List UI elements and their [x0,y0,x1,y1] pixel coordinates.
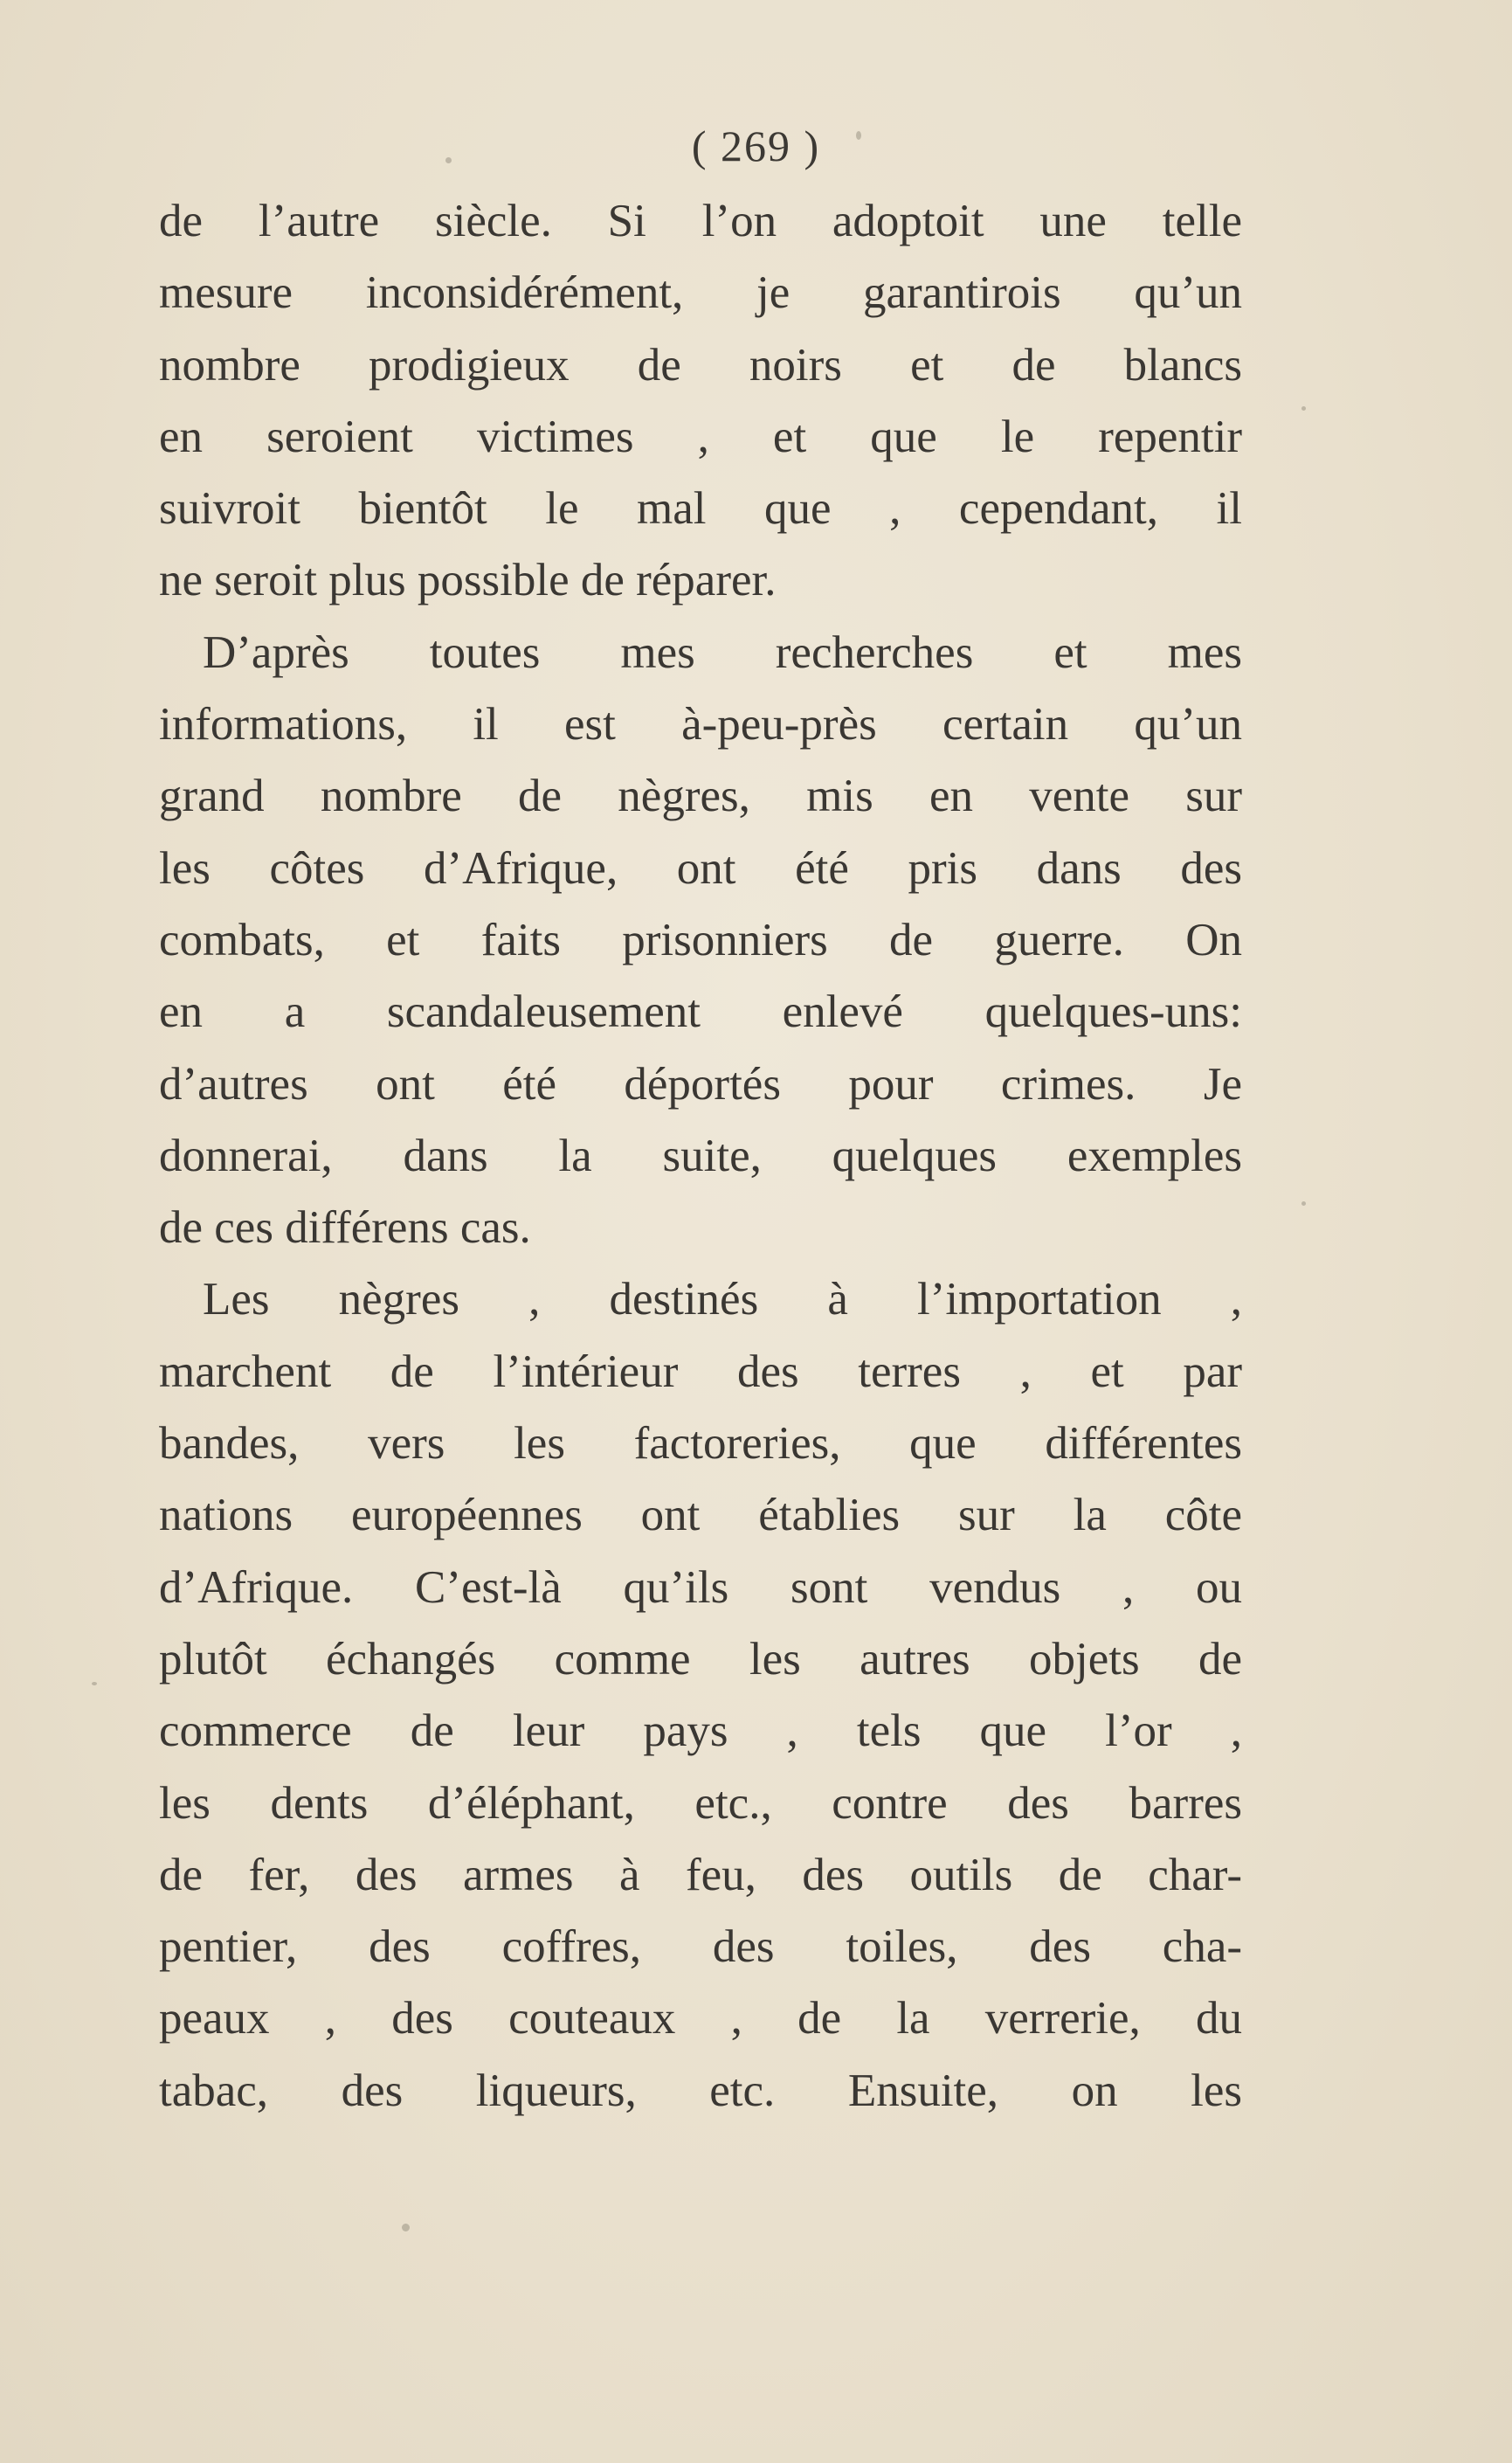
text-line: de l’autre siècle. Si l’on adoptoit une telle [159,196,1242,246]
text-line: tabac, des liqueurs, etc. Ensuite, on les [159,2065,1242,2116]
text-line: ne seroit plus possible de réparer. [159,555,777,606]
paper-speck [1301,1201,1306,1206]
text-line: de ces différens cas. [159,1202,531,1254]
text-line: Les nègres , destinés à l’importation , [203,1274,1242,1325]
paper-speck [402,2224,410,2231]
text-line: nombre prodigieux de noirs et de blancs [159,339,1242,391]
text-line: marchent de l’intérieur des terres , et par [159,1346,1242,1397]
text-line: informations, il est à-peu-près certain qu’un [159,699,1242,751]
text-line: donnerai, dans la suite, quelques exemples [159,1130,1242,1181]
text-line: les côtes d’Afrique, ont été pris dans des [159,842,1242,894]
text-line: de fer, des armes à feu, des outils de char- [159,1849,1242,1900]
text-line: d’Afrique. C’est-là qu’ils sont vendus , ou [159,1561,1242,1613]
paper-speck [1301,406,1306,411]
text-line: bandes, vers les factoreries, que différentes [159,1418,1242,1470]
text-line: les dents d’éléphant, etc., contre des barres [159,1777,1242,1829]
text-line: commerce de leur pays , tels que l’or , [159,1705,1242,1757]
text-line: suivroit bientôt le mal que , cependant, il [159,483,1242,535]
page-number: ( 269 ) [691,121,821,170]
text-line: combats, et faits prisonniers de guerre. On [159,914,1242,965]
paper-speck [856,131,861,140]
paper-speck [445,157,452,163]
text-line: en a scandaleusement enlevé quelques-uns: [159,986,1242,1038]
text-line: nations européennes ont établies sur la côte [159,1490,1242,1541]
text-line: peaux , des couteaux , de la verrerie, du [159,1993,1242,2044]
text-line: en seroient victimes , et que le repentir [159,411,1242,462]
body-text [159,185,1242,2127]
text-line: pentier, des coffres, des toiles, des cha- [159,1921,1242,1973]
text-line: plutôt échangés comme les autres objets de [159,1633,1242,1685]
text-line: D’après toutes mes recherches et mes [203,626,1242,678]
text-line: mesure inconsidérément, je garantirois qu’un [159,267,1242,319]
text-line: d’autres ont été déportés pour crimes. Je [159,1058,1242,1110]
text-line: grand nombre de nègres, mis en vente sur [159,771,1242,822]
paper-speck [92,1682,97,1685]
